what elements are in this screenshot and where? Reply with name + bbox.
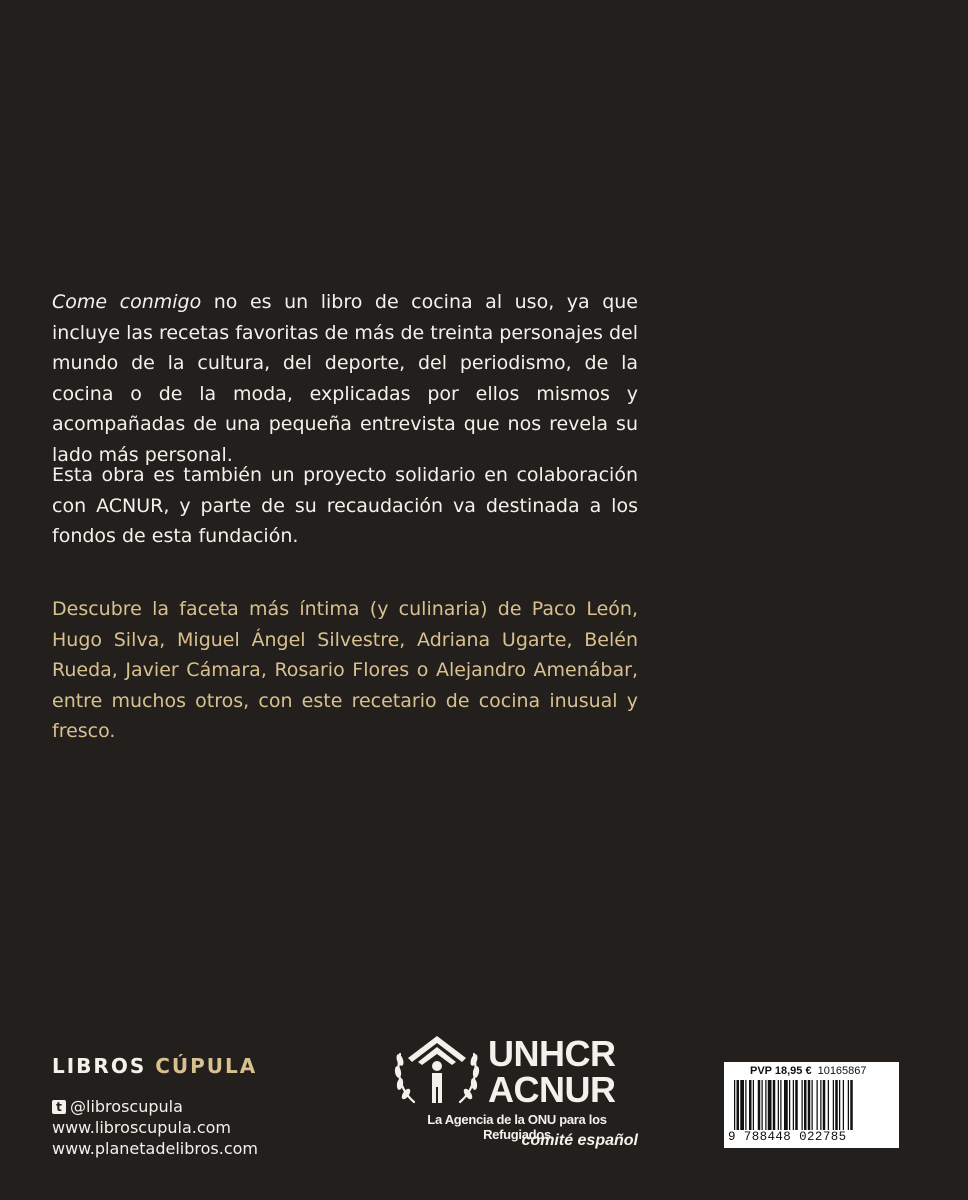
website-libroscupula[interactable]: www.libroscupula.com bbox=[52, 1118, 232, 1137]
blurb-paragraph-3: Descubre la faceta más íntima (y culinaria) de Paco León, Hugo Silva, Miguel Ángel Silvestre, Adriana Ugarte, Belén Rueda, Javier Cámara, Rosario Flores o Alejandro Amenábar, entre muchos otros, con este recetario de cocina inusual y fresco. bbox=[52, 598, 638, 742]
publisher-name-cupula: CÚPULA bbox=[155, 1054, 258, 1078]
book-title: Come conmigo bbox=[52, 291, 202, 313]
barcode-bar bbox=[745, 1080, 746, 1130]
barcode-bar bbox=[808, 1080, 811, 1130]
barcode-bar bbox=[828, 1080, 829, 1130]
barcode-bar bbox=[778, 1080, 779, 1130]
barcode-bar bbox=[812, 1080, 813, 1130]
publisher-block bbox=[52, 1054, 258, 1159]
barcode-bar bbox=[839, 1080, 840, 1130]
barcode-bar bbox=[749, 1080, 752, 1130]
unhcr-subtitle: La Agencia de la ONU para los Refugiados bbox=[427, 1112, 607, 1142]
unhcr-name-es: ACNUR bbox=[488, 1069, 616, 1110]
barcode-bar bbox=[823, 1080, 826, 1130]
publisher-name-libros: LIBROS bbox=[52, 1054, 156, 1078]
barcode-bar bbox=[820, 1080, 821, 1130]
price-line bbox=[750, 1065, 867, 1077]
barcode-bar bbox=[780, 1080, 781, 1130]
barcode-bar bbox=[804, 1080, 807, 1130]
barcode-bar bbox=[817, 1080, 818, 1130]
unhcr-name bbox=[488, 1033, 616, 1110]
barcode-bar bbox=[835, 1080, 838, 1130]
blurb-paragraph-2: Esta obra es también un proyecto solidario en colaboración con ACNUR, y parte de su recaudación va destinada a los fondos de esta fundación. bbox=[52, 464, 638, 547]
website-planetadelibros[interactable]: www.planetadelibros.com bbox=[52, 1139, 258, 1158]
barcode-bar bbox=[740, 1080, 744, 1130]
twitter-handle-line[interactable] bbox=[52, 1096, 258, 1117]
barcode-bar bbox=[833, 1080, 834, 1130]
barcode-bar bbox=[848, 1080, 849, 1130]
barcode-bars bbox=[734, 1080, 892, 1130]
barcode-bar bbox=[758, 1080, 761, 1130]
blurb-paragraph-1 bbox=[52, 287, 638, 470]
barcode-bar bbox=[753, 1080, 754, 1130]
barcode-bar bbox=[795, 1080, 798, 1130]
barcode-bar bbox=[768, 1080, 772, 1130]
reference-number: 10165867 bbox=[817, 1065, 867, 1077]
barcode-bar bbox=[784, 1080, 788, 1130]
barcode-bar bbox=[734, 1080, 735, 1130]
barcode-bar bbox=[765, 1080, 766, 1130]
barcode-bar bbox=[850, 1080, 853, 1130]
isbn-digits: 9 788448 022785 bbox=[728, 1130, 847, 1144]
barcode-bar bbox=[802, 1080, 803, 1130]
barcode-bar bbox=[762, 1080, 763, 1130]
barcode-bar bbox=[737, 1080, 740, 1130]
isbn-barcode bbox=[724, 1062, 899, 1148]
unhcr-comite: comité español bbox=[521, 1132, 638, 1149]
barcode-bar bbox=[789, 1080, 790, 1130]
twitter-icon: t bbox=[52, 1100, 66, 1114]
publisher-logo bbox=[52, 1054, 258, 1078]
barcode-bar bbox=[793, 1080, 794, 1130]
blurb-paragraph-1-text: no es un libro de cocina al uso, ya que incluye las recetas favoritas de más de treinta personajes del mundo de la cultura, del deporte, del periodismo, de la cocina o de la moda, explicadas por ellos mismos y acompañadas de una pequeña entrevista que nos revela su lado más personal. bbox=[52, 291, 638, 466]
unhcr-emblem-icon bbox=[392, 1032, 482, 1112]
unhcr-name-en: UNHCR bbox=[488, 1033, 616, 1074]
twitter-handle[interactable]: @libroscupula bbox=[70, 1097, 183, 1116]
barcode-bar bbox=[843, 1080, 844, 1130]
price: PVP 18,95 € bbox=[750, 1065, 812, 1077]
barcode-bar bbox=[773, 1080, 776, 1130]
